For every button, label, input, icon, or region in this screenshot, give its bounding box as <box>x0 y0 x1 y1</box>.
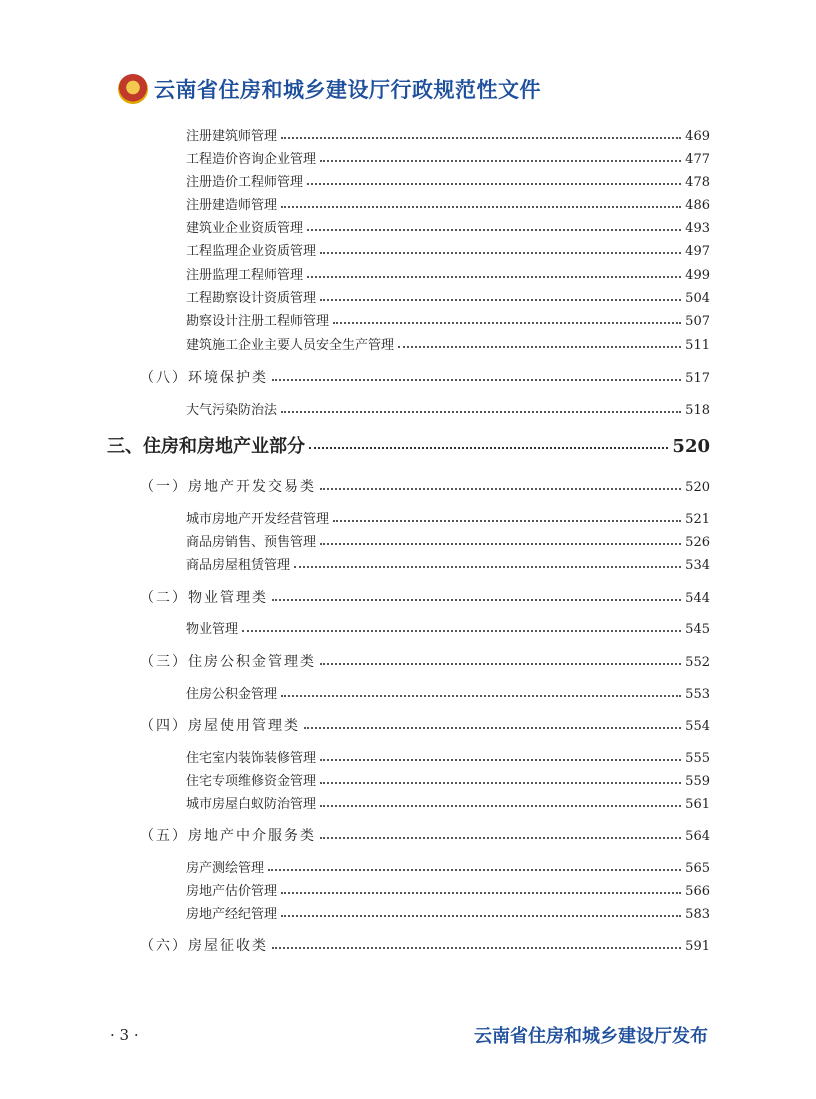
dot-leader <box>281 695 681 697</box>
toc-section <box>140 715 710 735</box>
toc-label: （三）住房公积金管理类 <box>140 654 316 670</box>
toc-label: 注册建筑师管理 <box>186 129 278 144</box>
toc-entry <box>186 903 710 922</box>
dot-leader <box>320 160 681 162</box>
page-number: · 3 · <box>110 1026 139 1044</box>
toc-label: 建筑施工企业主要人员安全生产管理 <box>186 338 395 353</box>
dot-leader <box>281 411 681 413</box>
toc-label: 城市房地产开发经营管理 <box>186 512 330 527</box>
toc-label: 房地产经纪管理 <box>186 907 278 922</box>
toc-label: 商品房销售、预售管理 <box>186 535 317 550</box>
toc-section <box>140 587 710 607</box>
toc-label: 注册建造师管理 <box>186 198 278 213</box>
toc-label: （二）物业管理类 <box>140 590 268 606</box>
toc-label: 房地产估价管理 <box>186 884 278 899</box>
toc-entry <box>186 310 710 329</box>
toc-page-number: 504 <box>685 291 710 306</box>
toc-entry <box>186 770 710 789</box>
toc-entry <box>186 683 710 702</box>
toc-page-number: 520 <box>685 480 710 495</box>
toc-page-number: 591 <box>685 939 710 954</box>
toc-label: 注册监理工程师管理 <box>186 268 304 283</box>
toc-label: 房产测绘管理 <box>186 861 265 876</box>
toc-page-number: 526 <box>685 535 710 550</box>
toc-page-number: 544 <box>685 591 710 606</box>
toc-label: 物业管理 <box>186 622 239 637</box>
toc-page-number: 477 <box>685 152 710 167</box>
toc-page-number: 521 <box>685 512 710 527</box>
toc-page-number: 561 <box>685 797 710 812</box>
toc-label: 工程造价咨询企业管理 <box>186 152 317 167</box>
dot-leader <box>272 379 681 381</box>
toc-page-number: 554 <box>685 719 710 734</box>
toc-entry <box>186 148 710 167</box>
toc-label: 住宅室内装饰装修管理 <box>186 751 317 766</box>
dot-leader <box>307 183 681 185</box>
dot-leader <box>281 206 681 208</box>
toc-label: （八）环境保护类 <box>140 370 268 386</box>
toc-label: （五）房地产中介服务类 <box>140 828 316 844</box>
toc-page-number: 478 <box>685 175 710 190</box>
toc-label: 勘察设计注册工程师管理 <box>186 314 330 329</box>
dot-leader <box>272 947 681 949</box>
toc-page-number: 565 <box>685 861 710 876</box>
toc-entry <box>186 194 710 213</box>
dot-leader <box>294 566 681 568</box>
toc-label: （一）房地产开发交易类 <box>140 479 316 495</box>
toc-entry <box>186 880 710 899</box>
toc-page-number: 553 <box>685 687 710 702</box>
dot-leader <box>309 447 668 449</box>
toc-page-number: 583 <box>685 907 710 922</box>
dot-leader <box>398 346 681 348</box>
dot-leader <box>281 892 681 894</box>
toc-entry <box>186 171 710 190</box>
toc-page-number: 534 <box>685 558 710 573</box>
dot-leader <box>307 276 681 278</box>
toc-page-number: 559 <box>685 774 710 789</box>
toc-entry <box>186 240 710 259</box>
toc-label: 注册造价工程师管理 <box>186 175 304 190</box>
toc-entry <box>186 264 710 283</box>
toc-entry <box>186 287 710 306</box>
toc-label: 工程监理企业资质管理 <box>186 244 317 259</box>
toc-entry <box>186 531 710 550</box>
toc-label: 三、住房和房地产业部分 <box>107 436 305 457</box>
dot-leader <box>320 252 681 254</box>
toc-page-number: 520 <box>672 436 710 457</box>
dot-leader <box>281 915 681 917</box>
dot-leader <box>333 520 681 522</box>
toc-label: 城市房屋白蚁防治管理 <box>186 797 317 812</box>
dot-leader <box>320 299 681 301</box>
dot-leader <box>320 782 681 784</box>
toc-page-number: 555 <box>685 751 710 766</box>
dot-leader <box>333 322 681 324</box>
toc-page-number: 493 <box>685 221 710 236</box>
toc-entry <box>186 747 710 766</box>
toc-section <box>140 935 710 955</box>
toc-label: 工程勘察设计资质管理 <box>186 291 317 306</box>
toc-label: （六）房屋征收类 <box>140 938 268 954</box>
toc-page-number: 486 <box>685 198 710 213</box>
dot-leader <box>320 543 681 545</box>
dot-leader <box>320 805 681 807</box>
toc-label: 住宅专项维修资金管理 <box>186 774 317 789</box>
toc-page-number: 469 <box>685 129 710 144</box>
dot-leader <box>320 663 681 665</box>
toc-page-number: 545 <box>685 622 710 637</box>
toc-section <box>140 825 710 845</box>
dot-leader <box>320 759 681 761</box>
dot-leader <box>320 837 681 839</box>
dot-leader <box>268 869 681 871</box>
toc-entry <box>186 857 710 876</box>
toc-entry <box>186 554 710 573</box>
toc-label: （四）房屋使用管理类 <box>140 718 300 734</box>
toc-section <box>140 476 710 496</box>
toc-label: 建筑业企业资质管理 <box>186 221 304 236</box>
dot-leader <box>304 727 681 729</box>
toc-section <box>140 651 710 671</box>
toc-label: 大气污染防治法 <box>186 403 278 418</box>
dot-leader <box>242 630 681 632</box>
dot-leader <box>320 488 681 490</box>
dot-leader <box>307 229 681 231</box>
header-title: 云南省住房和城乡建设厅行政规范性文件 <box>154 78 541 102</box>
toc-entry <box>186 793 710 812</box>
toc-page-number: 564 <box>685 829 710 844</box>
dot-leader <box>272 599 681 601</box>
toc-page-number: 507 <box>685 314 710 329</box>
toc-page-number: 499 <box>685 268 710 283</box>
toc-section <box>140 367 710 387</box>
toc-entry <box>186 399 710 418</box>
toc-part <box>107 432 710 458</box>
dot-leader <box>281 137 681 139</box>
toc-entry <box>186 217 710 236</box>
publisher-name: 云南省住房和城乡建设厅发布 <box>474 1026 708 1047</box>
toc-entry <box>186 618 710 637</box>
toc-page-number: 517 <box>685 371 710 386</box>
toc-page-number: 518 <box>685 403 710 418</box>
toc-label: 商品房屋租赁管理 <box>186 558 291 573</box>
toc-page-number: 566 <box>685 884 710 899</box>
toc-page-number: 497 <box>685 244 710 259</box>
toc-label: 住房公积金管理 <box>186 687 278 702</box>
toc-entry <box>186 334 710 353</box>
toc-entry <box>186 125 710 144</box>
toc-page-number: 511 <box>685 338 710 353</box>
toc-entry <box>186 508 710 527</box>
toc-page-number: 552 <box>685 655 710 670</box>
